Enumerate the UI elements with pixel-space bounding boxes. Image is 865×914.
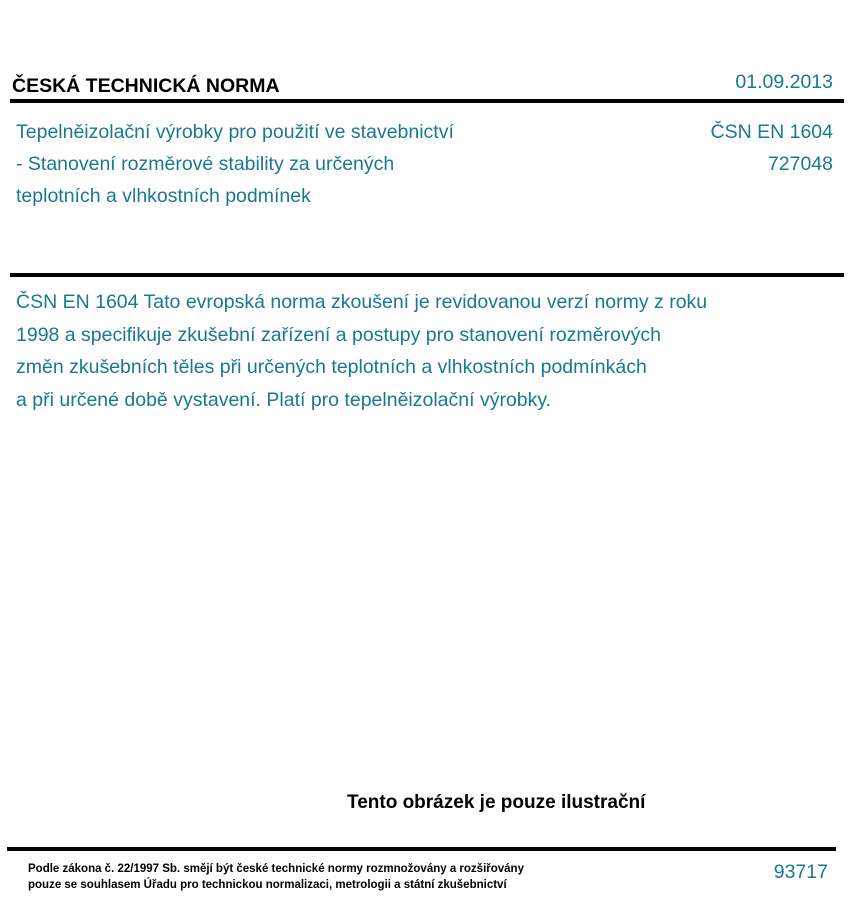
norm-codes (711, 116, 833, 180)
legal-notice (28, 862, 524, 893)
norm-designation: ČSN EN 1604 (710, 121, 833, 143)
norm-description (16, 286, 816, 416)
legal-line: pouze se souhlasem Úřadu pro technickou normalizaci, metrologii a státní zkušebnictví (28, 878, 507, 891)
title-divider (10, 273, 844, 277)
publication-date: 01.09.2013 (735, 71, 833, 93)
norm-title-line: teplotních a vlhkostních podmínek (16, 185, 311, 207)
document-heading: ČESKÁ TECHNICKÁ NORMA (12, 75, 280, 97)
description-line: 1998 a specifikuje zkušební zařízení a postupy pro stanovení rozměrových (16, 323, 661, 346)
illustration-note: Tento obrázek je pouze ilustrační (347, 792, 646, 813)
document-code: 93717 (773, 861, 828, 883)
legal-line: Podle zákona č. 22/1997 Sb. smějí být české technické normy rozmnožovány a rozšiřovány (28, 863, 524, 875)
description-line: a při určené době vystavení. Platí pro tepelněizolační výrobky. (16, 388, 552, 411)
norm-title (16, 116, 576, 212)
description-line: změn zkušebních těles při určených teplotních a vlhkostních podmínkách (16, 356, 647, 378)
footer-divider (7, 847, 836, 851)
description-line: ČSN EN 1604 Tato evropská norma zkoušení je revidovanou verzí normy z roku (16, 291, 708, 313)
norm-class-number: 727048 (767, 153, 833, 175)
norm-title-line: Tepelněizolační výrobky pro použití ve stavebnictví (16, 121, 454, 143)
norm-title-line: - Stanovení rozměrové stability za určených (16, 153, 395, 175)
header-divider (10, 99, 844, 103)
